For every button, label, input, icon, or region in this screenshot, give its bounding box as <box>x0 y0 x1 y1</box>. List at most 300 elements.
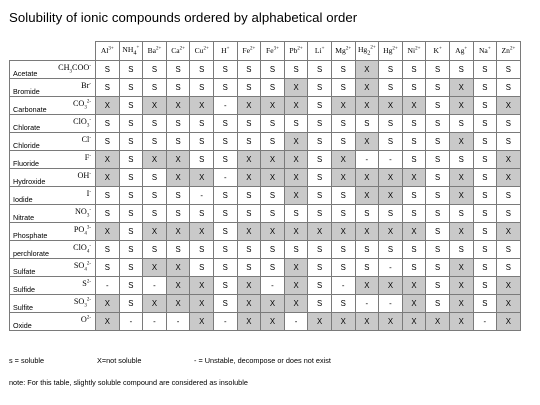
solubility-cell: S <box>213 79 237 97</box>
formula-symbol: CH <box>58 63 70 72</box>
cation-header <box>143 42 167 61</box>
solubility-cell: S <box>213 61 237 79</box>
solubility-cell: X <box>166 97 190 115</box>
solubility-cell: S <box>473 79 497 97</box>
cation-header <box>96 42 120 61</box>
solubility-cell: X <box>308 223 332 241</box>
solubility-cell: X <box>355 313 379 331</box>
anion-formula <box>58 64 91 73</box>
solubility-cell: S <box>308 61 332 79</box>
solubility-cell: S <box>261 61 285 79</box>
solubility-cell: X <box>497 277 521 295</box>
solubility-cell: S <box>473 187 497 205</box>
solubility-cell: S <box>143 187 167 205</box>
solubility-cell: S <box>331 115 355 133</box>
solubility-cell: X <box>261 223 285 241</box>
solubility-cell: S <box>119 61 143 79</box>
solubility-cell: S <box>96 241 120 259</box>
anion-cell <box>10 205 96 223</box>
solubility-cell: S <box>402 241 426 259</box>
cation-symbol: Fe <box>242 46 250 56</box>
solubility-cell: X <box>96 151 120 169</box>
solubility-cell: X <box>355 169 379 187</box>
formula-charge: 2- <box>86 261 91 267</box>
solubility-cell: S <box>143 115 167 133</box>
solubility-cell: X <box>284 79 308 97</box>
formula-symbol: O <box>80 315 87 324</box>
anion-name: Iodide <box>13 194 33 204</box>
solubility-cell: S <box>379 133 403 151</box>
solubility-cell: S <box>261 205 285 223</box>
solubility-cell: S <box>331 187 355 205</box>
formula-symbol: SO <box>73 261 85 270</box>
formula-charge: - <box>89 243 91 249</box>
solubility-cell: - <box>143 313 167 331</box>
table-row <box>10 223 521 241</box>
solubility-cell: S <box>143 61 167 79</box>
solubility-cell: X <box>143 151 167 169</box>
solubility-cell: X <box>379 313 403 331</box>
solubility-cell: S <box>473 295 497 313</box>
solubility-cell: S <box>473 259 497 277</box>
anion-name: Sulfate <box>13 266 36 276</box>
cation-charge: 2+ <box>345 46 352 52</box>
solubility-cell: S <box>331 295 355 313</box>
anion-name: Bromide <box>13 86 40 96</box>
anion-formula <box>82 136 91 144</box>
anion-name: Sulfite <box>13 302 33 312</box>
solubility-cell: X <box>190 169 214 187</box>
cation-header <box>426 42 450 61</box>
solubility-cell: X <box>355 133 379 151</box>
solubility-cell: X <box>143 259 167 277</box>
cation-header <box>355 42 379 61</box>
solubility-cell: S <box>473 241 497 259</box>
formula-charge: - <box>89 189 91 195</box>
solubility-cell: - <box>166 313 190 331</box>
solubility-cell: S <box>284 241 308 259</box>
solubility-cell: - <box>261 277 285 295</box>
solubility-cell: X <box>449 259 473 277</box>
solubility-cell: X <box>190 277 214 295</box>
cation-header <box>261 42 285 61</box>
solubility-cell: S <box>308 97 332 115</box>
solubility-cell: S <box>166 79 190 97</box>
solubility-cell: X <box>331 169 355 187</box>
anion-name: Sulfide <box>13 284 35 294</box>
solubility-cell: S <box>426 205 450 223</box>
solubility-cell: S <box>213 151 237 169</box>
cation-header <box>308 42 332 61</box>
solubility-cell: S <box>284 205 308 223</box>
cation-header <box>237 42 261 61</box>
table-note: note: For this table, slightly soluble compound are considered as insoluble <box>9 378 248 387</box>
solubility-cell: S <box>119 259 143 277</box>
solubility-cell: X <box>237 223 261 241</box>
solubility-cell: S <box>96 187 120 205</box>
solubility-cell: X <box>497 313 521 331</box>
anion-name: Oxide <box>13 320 32 330</box>
cation-charge: + <box>487 46 491 52</box>
formula-symbol: F <box>84 153 90 162</box>
solubility-cell: S <box>308 259 332 277</box>
cation-header-row <box>10 42 521 61</box>
legend-soluble: s = soluble <box>9 356 45 365</box>
anion-cell <box>10 79 96 97</box>
solubility-cell: S <box>119 223 143 241</box>
anion-cell <box>10 151 96 169</box>
table-row <box>10 259 521 277</box>
formula-symbol: ClO <box>73 117 87 126</box>
anion-cell <box>10 97 96 115</box>
cation-symbol: Ca <box>171 46 180 56</box>
solubility-cell: X <box>261 169 285 187</box>
solubility-cell: - <box>355 151 379 169</box>
cation-symbol: Cu <box>194 46 204 56</box>
formula-subscript: 3 <box>84 303 87 309</box>
anion-name: Carbonate <box>13 104 47 114</box>
solubility-cell: S <box>143 241 167 259</box>
anion-formula <box>78 172 92 180</box>
anion-cell <box>10 115 96 133</box>
anion-formula <box>81 82 91 90</box>
anion-name: Hydroxide <box>13 176 46 186</box>
solubility-cell: - <box>213 313 237 331</box>
formula-subscript: 3 <box>84 105 87 111</box>
solubility-cell: X <box>497 97 521 115</box>
formula-symbol: Cl <box>81 135 90 144</box>
solubility-cell: S <box>426 223 450 241</box>
solubility-cell: S <box>190 241 214 259</box>
solubility-cell: X <box>143 97 167 115</box>
table-row <box>10 295 521 313</box>
cation-charge: 2+ <box>392 46 398 52</box>
solubility-cell: X <box>449 133 473 151</box>
solubility-cell: S <box>237 133 261 151</box>
cation-charge: 3+ <box>108 46 114 52</box>
solubility-cell: S <box>426 133 450 151</box>
solubility-cell: X <box>449 187 473 205</box>
solubility-cell: - <box>143 277 167 295</box>
solubility-cell: S <box>473 169 497 187</box>
solubility-cell: S <box>473 97 497 115</box>
solubility-cell: S <box>190 259 214 277</box>
solubility-cell: X <box>331 313 355 331</box>
formula-subscript: 3 <box>86 213 90 219</box>
cation-charge: 2+ <box>179 46 185 52</box>
cation-symbol: Fe <box>265 46 274 56</box>
solubility-cell: X <box>402 277 426 295</box>
solubility-cell: S <box>308 115 332 133</box>
solubility-cell: S <box>308 169 332 187</box>
solubility-cell: S <box>119 115 143 133</box>
solubility-cell: S <box>449 115 473 133</box>
solubility-cell: S <box>119 133 143 151</box>
anion-name: Chloride <box>13 140 40 150</box>
cation-symbol: Pb <box>289 46 298 56</box>
solubility-cell: S <box>426 151 450 169</box>
solubility-cell: X <box>284 151 308 169</box>
solubility-cell: - <box>284 313 308 331</box>
solubility-cell: X <box>190 313 214 331</box>
solubility-cell: S <box>379 241 403 259</box>
cation-header <box>449 42 473 61</box>
solubility-cell: X <box>449 277 473 295</box>
solubility-cell: S <box>119 187 143 205</box>
solubility-cell: S <box>143 79 167 97</box>
solubility-cell: X <box>143 223 167 241</box>
cation-symbol: Li <box>314 46 322 56</box>
anion-formula <box>73 244 91 253</box>
solubility-cell: S <box>308 133 332 151</box>
solubility-cell: S <box>355 115 379 133</box>
solubility-cell: S <box>426 115 450 133</box>
solubility-cell: X <box>497 169 521 187</box>
solubility-cell: S <box>497 259 521 277</box>
solubility-cell: S <box>237 259 261 277</box>
cation-symbol: Na <box>478 46 488 56</box>
solubility-cell: S <box>355 241 379 259</box>
solubility-cell: S <box>237 79 261 97</box>
solubility-cell: - <box>473 313 497 331</box>
solubility-cell: S <box>331 61 355 79</box>
formula-symbol: Br <box>81 81 90 90</box>
solubility-cell: X <box>355 61 379 79</box>
anion-cell <box>10 295 96 313</box>
solubility-cell: S <box>237 187 261 205</box>
solubility-cell: S <box>119 169 143 187</box>
solubility-cell: X <box>379 187 403 205</box>
solubility-cell: S <box>426 259 450 277</box>
solubility-cell: S <box>473 205 497 223</box>
formula-subscript: 4 <box>84 267 87 273</box>
table-row <box>10 151 521 169</box>
solubility-cell: S <box>449 205 473 223</box>
anion-formula <box>74 226 91 235</box>
solubility-cell: - <box>379 151 403 169</box>
anion-formula <box>85 154 91 162</box>
cation-header <box>213 42 237 61</box>
solubility-cell: S <box>497 205 521 223</box>
solubility-cell: X <box>402 223 426 241</box>
solubility-cell: - <box>379 259 403 277</box>
cation-header <box>402 42 426 61</box>
solubility-cell: X <box>449 313 473 331</box>
formula-charge: - <box>89 153 91 159</box>
solubility-cell: X <box>284 259 308 277</box>
solubility-cell: X <box>237 97 261 115</box>
solubility-cell: S <box>355 205 379 223</box>
solubility-cell: S <box>166 187 190 205</box>
solubility-cell: S <box>213 115 237 133</box>
solubility-cell: - <box>96 277 120 295</box>
solubility-cell: S <box>426 97 450 115</box>
cation-symbol: H <box>221 46 227 56</box>
solubility-cell: S <box>426 79 450 97</box>
solubility-cell: S <box>426 187 450 205</box>
solubility-cell: X <box>284 133 308 151</box>
cation-subscript: 2 <box>367 49 371 57</box>
solubility-cell: S <box>379 205 403 223</box>
formula-symbol: ClO <box>73 243 87 252</box>
solubility-cell: - <box>213 97 237 115</box>
solubility-cell: S <box>261 187 285 205</box>
solubility-cell: S <box>402 151 426 169</box>
solubility-cell: S <box>143 169 167 187</box>
solubility-cell: S <box>213 133 237 151</box>
solubility-cell: S <box>308 79 332 97</box>
solubility-cell: X <box>284 187 308 205</box>
solubility-cell: S <box>426 169 450 187</box>
solubility-cell: S <box>308 151 332 169</box>
anion-formula <box>81 316 91 324</box>
cation-symbol: Hg <box>357 44 368 54</box>
solubility-cell: X <box>449 223 473 241</box>
cation-header <box>166 42 190 61</box>
solubility-cell: X <box>402 313 426 331</box>
solubility-cell: X <box>449 169 473 187</box>
solubility-cell: X <box>166 151 190 169</box>
solubility-cell: S <box>331 79 355 97</box>
solubility-cell: X <box>261 295 285 313</box>
cation-symbol: Al <box>100 46 109 56</box>
solubility-cell: S <box>119 151 143 169</box>
formula-charge: 2- <box>86 99 91 105</box>
anion-cell <box>10 169 96 187</box>
solubility-cell: - <box>119 313 143 331</box>
cation-symbol: Ba <box>147 46 157 56</box>
solubility-cell: S <box>426 277 450 295</box>
page-title: Solubility of ionic compounds ordered by alphabetical order <box>9 10 358 25</box>
solubility-cell: X <box>261 151 285 169</box>
anion-name: perchlorate <box>13 248 49 258</box>
solubility-cell: X <box>237 151 261 169</box>
solubility-cell: X <box>284 169 308 187</box>
solubility-cell: S <box>119 205 143 223</box>
solubility-cell: S <box>449 61 473 79</box>
solubility-cell: X <box>143 295 167 313</box>
solubility-cell: S <box>402 115 426 133</box>
formula-symbol: NO <box>75 207 87 216</box>
solubility-cell: S <box>379 79 403 97</box>
solubility-cell: S <box>426 61 450 79</box>
solubility-cell: X <box>426 313 450 331</box>
solubility-cell: S <box>119 241 143 259</box>
cation-symbol: K <box>433 46 439 56</box>
solubility-cell: X <box>96 295 120 313</box>
cation-header <box>379 42 403 61</box>
solubility-cell: X <box>237 169 261 187</box>
solubility-cell: S <box>379 115 403 133</box>
solubility-cell: S <box>237 241 261 259</box>
solubility-cell: S <box>237 115 261 133</box>
anion-name: Phosphate <box>13 230 48 240</box>
solubility-cell: S <box>261 133 285 151</box>
solubility-cell: S <box>497 61 521 79</box>
table-row <box>10 313 521 331</box>
solubility-cell: S <box>119 295 143 313</box>
solubility-cell: S <box>261 79 285 97</box>
solubility-cell: S <box>213 223 237 241</box>
solubility-cell: S <box>284 115 308 133</box>
solubility-cell: S <box>473 223 497 241</box>
anion-formula <box>73 100 91 109</box>
solubility-cell: S <box>449 241 473 259</box>
solubility-cell: S <box>190 133 214 151</box>
solubility-cell: S <box>190 151 214 169</box>
solubility-cell: X <box>449 295 473 313</box>
solubility-cell: S <box>213 241 237 259</box>
solubility-cell: S <box>331 205 355 223</box>
solubility-cell: - <box>355 295 379 313</box>
anion-cell <box>10 313 96 331</box>
solubility-cell: S <box>497 241 521 259</box>
solubility-cell: X <box>402 97 426 115</box>
formula-subscript: 3 <box>86 123 90 129</box>
solubility-cell: S <box>426 295 450 313</box>
table-row <box>10 115 521 133</box>
cation-charge: 2+ <box>203 46 209 52</box>
solubility-cell: X <box>331 151 355 169</box>
solubility-cell: S <box>331 133 355 151</box>
anion-cell <box>10 61 96 79</box>
solubility-cell: X <box>355 187 379 205</box>
cation-header <box>331 42 355 61</box>
anion-formula <box>73 118 91 127</box>
solubility-cell: X <box>379 97 403 115</box>
solubility-cell: S <box>497 133 521 151</box>
formula-charge: - <box>89 117 91 123</box>
solubility-cell: S <box>213 277 237 295</box>
solubility-cell: S <box>143 133 167 151</box>
cation-symbol: Zn <box>501 46 510 56</box>
legend-insoluble: X=not soluble <box>97 356 142 365</box>
solubility-cell: X <box>355 97 379 115</box>
solubility-cell: S <box>308 205 332 223</box>
cation-header <box>284 42 308 61</box>
solubility-cell: S <box>166 205 190 223</box>
solubility-cell: S <box>96 115 120 133</box>
solubility-cell: S <box>426 241 450 259</box>
solubility-cell: X <box>331 97 355 115</box>
solubility-cell: S <box>213 295 237 313</box>
solubility-cell: S <box>96 259 120 277</box>
cation-charge: 2+ <box>415 46 421 52</box>
cation-charge: + <box>136 45 140 51</box>
solubility-cell: S <box>402 205 426 223</box>
solubility-cell: X <box>308 313 332 331</box>
solubility-cell: S <box>402 187 426 205</box>
solubility-cell: X <box>261 97 285 115</box>
solubility-cell: X <box>190 97 214 115</box>
anion-cell <box>10 187 96 205</box>
solubility-cell: S <box>213 205 237 223</box>
solubility-cell: S <box>119 277 143 295</box>
solubility-cell: X <box>284 223 308 241</box>
cation-symbol: NH <box>122 44 134 54</box>
solubility-cell: X <box>355 277 379 295</box>
solubility-cell: S <box>213 259 237 277</box>
solubility-cell: S <box>308 277 332 295</box>
formula-subscript: 4 <box>84 231 87 237</box>
solubility-cell: S <box>166 133 190 151</box>
formula-charge: - <box>89 135 91 141</box>
solubility-cell: X <box>497 295 521 313</box>
solubility-cell: S <box>261 241 285 259</box>
solubility-cell: S <box>355 259 379 277</box>
anion-name: Chlorate <box>13 122 41 132</box>
cation-charge: 3+ <box>273 46 279 52</box>
